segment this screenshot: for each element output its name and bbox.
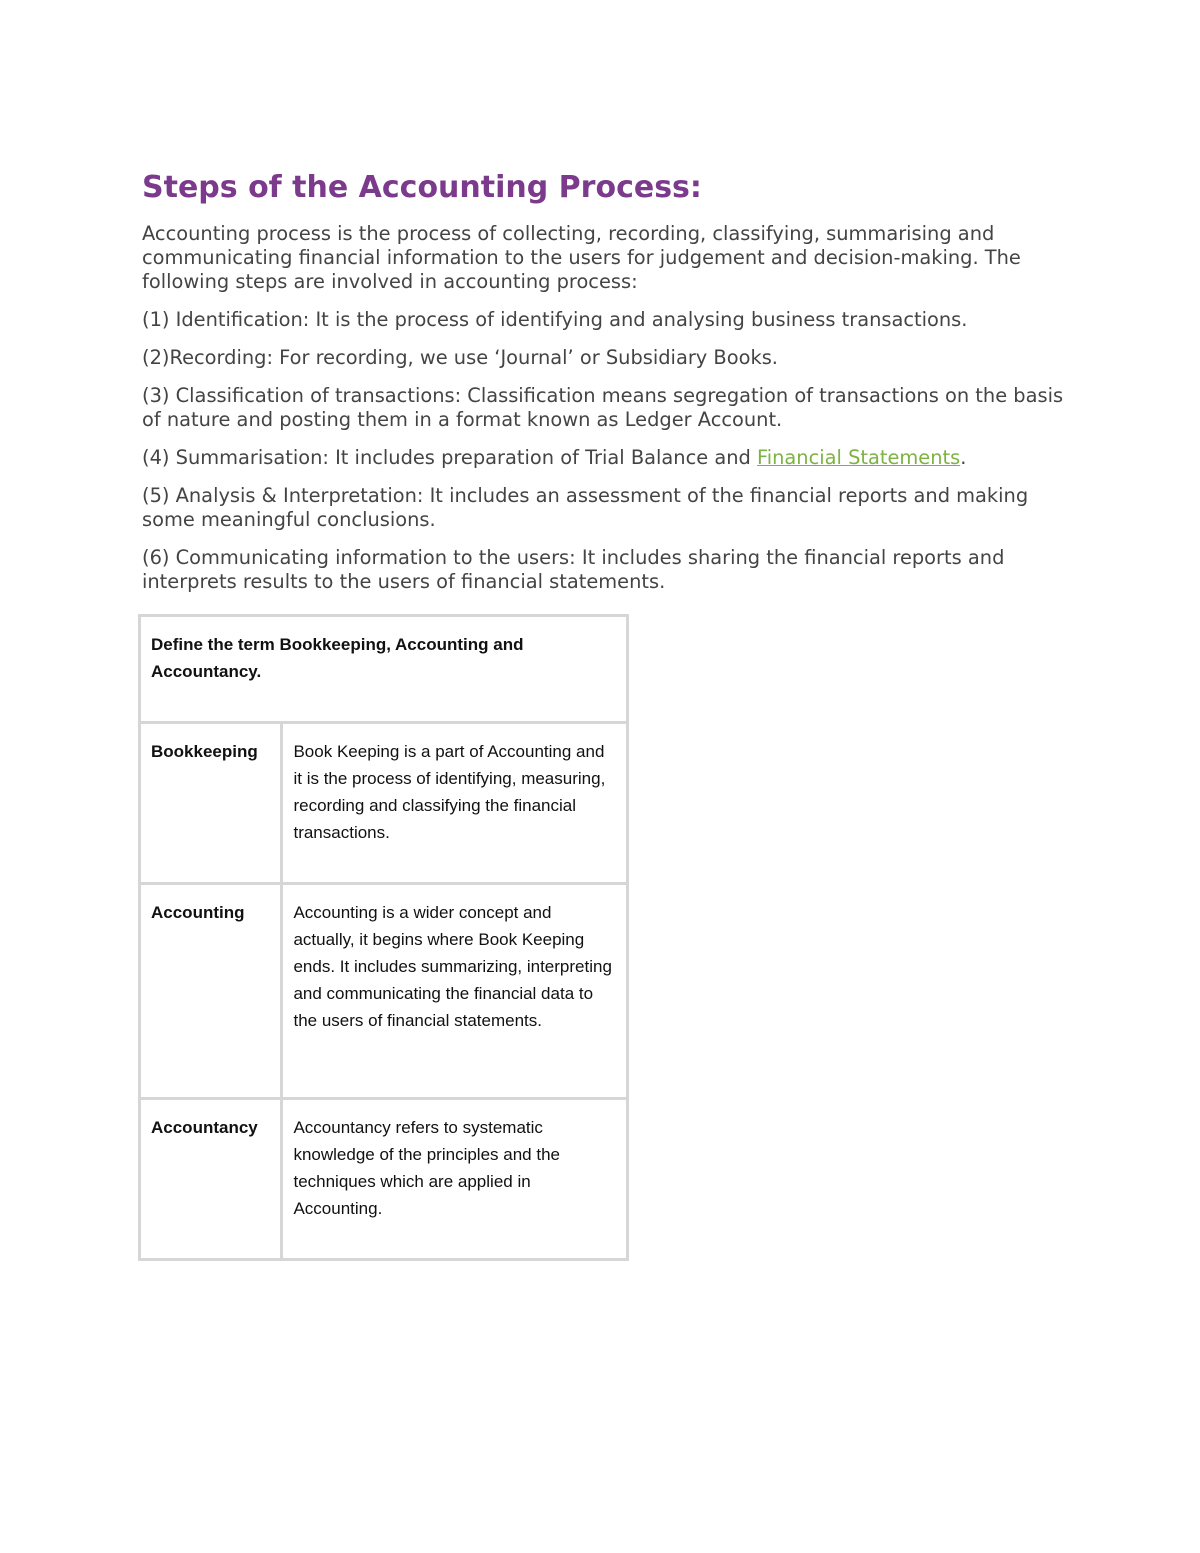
definition-accounting: Accounting is a wider concept and actually, it begins where Book Keeping ends. It includes summarizing, interpreting and communicating the financial data to the users of financial statements. [282, 884, 628, 1099]
table-row [140, 723, 628, 884]
step-summarisation [142, 446, 1072, 470]
intro-paragraph: Accounting process is the process of collecting, recording, classifying, summarising and communicating financial information to the users for judgement and decision-making. The following steps are involved in accounting process: [142, 222, 1021, 293]
table-header-cell: Define the term Bookkeeping, Accounting and Accountancy. [140, 616, 628, 723]
step-recording: (2)Recording: For recording, we use ‘Journal’ or Subsidiary Books. [142, 346, 778, 369]
definition-accountancy: Accountancy refers to systematic knowledge of the principles and the techniques which are applied in Accounting. [282, 1099, 628, 1260]
step-analysis: (5) Analysis & Interpretation: It includes an assessment of the financial reports and making some meaningful conclusions. [142, 484, 1029, 531]
table-header-row [140, 616, 628, 723]
term-accounting: Accounting [140, 884, 282, 1099]
page-title: Steps of the Accounting Process: [142, 170, 702, 205]
step-summarisation-text: (4) Summarisation: It includes preparation of Trial Balance and [142, 446, 757, 469]
term-bookkeeping: Bookkeeping [140, 723, 282, 884]
definitions-table [138, 614, 629, 1261]
document-body [142, 166, 1072, 608]
financial-statements-link[interactable]: Financial Statements [757, 446, 961, 469]
step-identification: (1) Identification: It is the process of identifying and analysing business transactions. [142, 308, 968, 331]
step-communicating: (6) Communicating information to the users: It includes sharing the financial reports and interprets results to the users of financial statements. [142, 546, 1005, 593]
definition-bookkeeping: Book Keeping is a part of Accounting and it is the process of identifying, measuring, recording and classifying the financial transactions. [282, 723, 628, 884]
table-row [140, 1099, 628, 1260]
term-accountancy: Accountancy [140, 1099, 282, 1260]
table-row [140, 884, 628, 1099]
step-classification: (3) Classification of transactions: Classification means segregation of transactions on the basis of nature and posting them in a format known as Ledger Account. [142, 384, 1064, 431]
step-summarisation-end: . [960, 446, 967, 469]
